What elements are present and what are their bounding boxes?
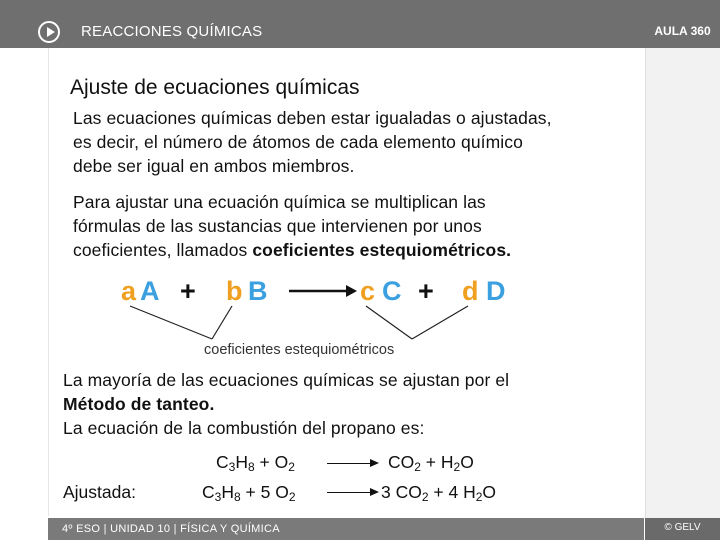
coef-c: c [360,276,376,306]
eq-sub: 2 [288,490,296,504]
eq-sub: 3 [228,460,236,474]
eq-text: + O [254,452,289,472]
paragraph-tanteo [63,368,623,440]
page-title: Ajuste de ecuaciones químicas [70,76,360,99]
eq-text: C [202,482,215,502]
eq-text: + H [420,452,454,472]
bold-term: coeficientes estequiométricos. [252,240,512,260]
right-sidebar [645,48,720,518]
eq-text: O [460,452,474,472]
bold-term: Método de tanteo. [63,394,215,414]
coef-a: a [121,276,137,306]
pointer-line-b [212,306,232,339]
eq-sub: 2 [288,460,295,474]
eq-sub: 2 [475,490,483,504]
paragraph-line: fórmulas de las sustancias que intervienen por unos [73,216,482,236]
play-triangle [47,27,55,37]
eq-text: CO [388,452,415,472]
plus-sign: + [180,276,196,306]
paragraph-line [73,238,613,262]
eq-sub: 2 [414,460,421,474]
eq-text: + 4 H [428,482,476,502]
plus-sign: + [418,276,434,306]
paragraph-line: La ecuación de la combustión del propano es: [63,418,425,438]
paragraph-intro [73,106,633,178]
equation-arrow-head [370,459,379,467]
equation-arrow-head [370,488,379,496]
eq-sub: 3 [214,490,222,504]
eq-text: C [216,452,229,472]
copyright-label: © GELV [664,522,701,533]
species-C: C [382,276,402,306]
eq-sub: 8 [233,490,241,504]
equation-arrow-line [327,463,371,464]
eq-text: H [221,482,234,502]
play-icon[interactable] [38,21,60,43]
reaction-arrow-head [346,285,357,297]
paragraph-line: debe ser igual en ambos miembros. [73,156,355,176]
aula-label: AULA 360 [654,24,711,38]
stoichiometric-diagram [116,272,522,364]
species-A: A [140,276,160,306]
left-margin [0,48,48,540]
species-B: B [248,276,268,306]
ajustada-label: Ajustada: [63,482,136,502]
balanced-reactants [202,482,296,504]
paragraph-line [63,392,623,416]
pointer-line-c [366,306,412,339]
unit-title: REACCIONES QUÍMICAS [81,23,263,40]
unbalanced-reactants [216,452,295,474]
paragraph-line: La mayoría de las ecuaciones químicas se ajustan por el [63,370,510,390]
coef-b: b [226,276,243,306]
eq-sub: 8 [247,460,255,474]
eq-sub: 2 [421,490,429,504]
eq-text: + 5 O [240,482,289,502]
eq-text: H [235,452,248,472]
pointer-line-a [130,306,212,339]
paragraph-line: es decir, el número de átomos de cada elemento químico [73,132,523,152]
diagram-caption: coeficientes estequiométricos [204,342,395,358]
paragraph-line: Para ajustar una ecuación química se multiplican las [73,192,486,212]
footer-text: 4º ESO | UNIDAD 10 | FÍSICA Y QUÍMICA [62,523,280,535]
paragraph-line: Las ecuaciones químicas deben estar igualadas o ajustadas, [73,108,552,128]
pointer-line-d [412,306,468,339]
equation-arrow-line [327,492,371,493]
balanced-products [381,482,496,504]
eq-text: 3 CO [381,482,422,502]
paragraph-coefficients [73,190,613,262]
species-D: D [486,276,506,306]
unbalanced-products [388,452,474,474]
eq-sub: 2 [453,460,461,474]
paragraph-text: coeficientes, llamados [73,240,253,260]
eq-text: O [482,482,497,502]
coef-d: d [462,276,479,306]
